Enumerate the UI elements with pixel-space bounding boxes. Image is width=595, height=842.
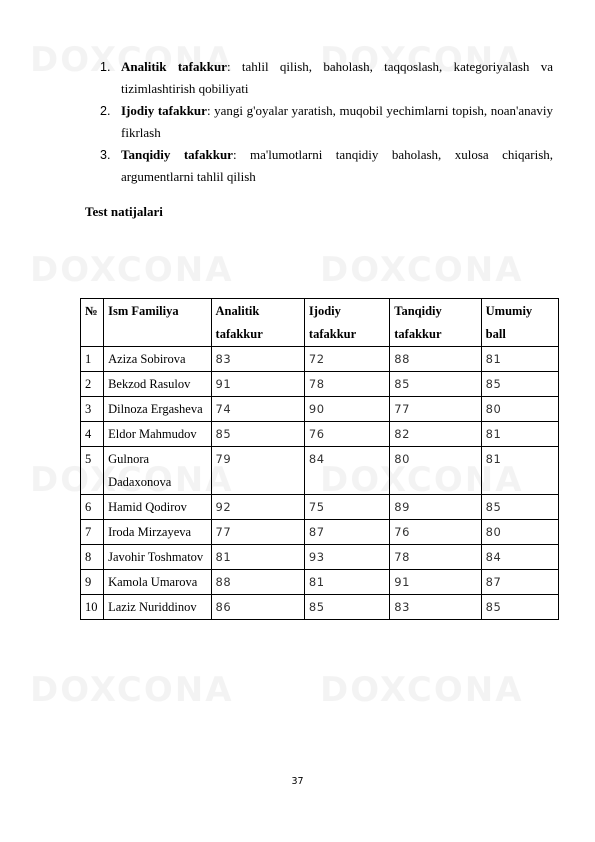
cell-creative: 72 [304, 347, 389, 372]
cell-number: 10 [81, 595, 104, 620]
table-row [81, 447, 559, 495]
cell-critical: 82 [390, 422, 481, 447]
cell-total: 81 [481, 347, 558, 372]
cell-analytic: 86 [211, 595, 304, 620]
cell-analytic: 91 [211, 372, 304, 397]
cell-critical: 80 [390, 447, 481, 495]
cell-total: 80 [481, 520, 558, 545]
cell-number: 2 [81, 372, 104, 397]
cell-critical: 77 [390, 397, 481, 422]
cell-total: 84 [481, 545, 558, 570]
cell-analytic: 74 [211, 397, 304, 422]
results-body [81, 347, 559, 620]
cell-name: Eldor Mahmudov [104, 422, 211, 447]
cell-total: 85 [481, 372, 558, 397]
cell-analytic: 85 [211, 422, 304, 447]
criteria-term: Ijodiy tafakkur [121, 103, 207, 118]
cell-name: Laziz Nuriddinov [104, 595, 211, 620]
cell-name: Aziza Sobirova [104, 347, 211, 372]
cell-name: Hamid Qodirov [104, 495, 211, 520]
header-critical: Tanqidiy tafakkur [390, 299, 481, 347]
cell-number: 5 [81, 447, 104, 495]
cell-creative: 75 [304, 495, 389, 520]
cell-creative: 78 [304, 372, 389, 397]
section-heading: Test natijalari [85, 204, 163, 219]
cell-name: Gulnora Dadaxonova [104, 447, 211, 495]
cell-critical: 91 [390, 570, 481, 595]
table-row [81, 495, 559, 520]
criteria-text: : ma'lumotlarni tanqidiy baholash, xulosa chiqarish, argumentlarni tahlil qilish [121, 147, 554, 184]
cell-number: 1 [81, 347, 104, 372]
table-header-row [81, 299, 559, 347]
cell-analytic: 77 [211, 520, 304, 545]
header-analytic: Analitik tafakkur [211, 299, 304, 347]
cell-critical: 78 [390, 545, 481, 570]
criteria-item [101, 56, 553, 100]
cell-number: 3 [81, 397, 104, 422]
watermark-text [30, 670, 234, 710]
results-table [80, 298, 559, 620]
cell-creative: 76 [304, 422, 389, 447]
cell-analytic: 88 [211, 570, 304, 595]
cell-critical: 88 [390, 347, 481, 372]
cell-number: 7 [81, 520, 104, 545]
cell-total: 87 [481, 570, 558, 595]
cell-creative: 85 [304, 595, 389, 620]
table-row [81, 545, 559, 570]
watermark-text [320, 670, 524, 710]
criteria-text: : tahlil qilish, baholash, taqqoslash, kategoriyalash va tizimlashtirish qobiliyati [121, 59, 553, 96]
header-total: Umumiy ball [481, 299, 558, 347]
criteria-item [101, 144, 553, 188]
cell-total: 81 [481, 447, 558, 495]
cell-analytic: 81 [211, 545, 304, 570]
cell-creative: 90 [304, 397, 389, 422]
criteria-number: 3. [100, 148, 111, 162]
criteria-term: Analitik tafakkur [121, 59, 227, 74]
watermark-text [30, 250, 234, 290]
header-creative: Ijodiy tafakkur [304, 299, 389, 347]
criteria-text: : yangi g'oyalar yaratish, muqobil yechimlarni topish, noan'anaviy fikrlash [121, 103, 553, 140]
cell-name: Kamola Umarova [104, 570, 211, 595]
cell-number: 6 [81, 495, 104, 520]
cell-critical: 89 [390, 495, 481, 520]
criteria-term: Tanqidiy tafakkur [121, 147, 233, 162]
cell-name: Iroda Mirzayeva [104, 520, 211, 545]
cell-analytic: 92 [211, 495, 304, 520]
cell-number: 9 [81, 570, 104, 595]
cell-creative: 81 [304, 570, 389, 595]
table-row [81, 570, 559, 595]
table-row [81, 595, 559, 620]
cell-name: Bekzod Rasulov [104, 372, 211, 397]
cell-name: Dilnoza Ergasheva [104, 397, 211, 422]
table-row [81, 347, 559, 372]
header-number: № [81, 299, 104, 347]
cell-critical: 85 [390, 372, 481, 397]
cell-number: 4 [81, 422, 104, 447]
header-name: Ism Familiya [104, 299, 211, 347]
criteria-list [101, 56, 553, 188]
criteria-number: 2. [100, 104, 111, 118]
cell-total: 81 [481, 422, 558, 447]
cell-name: Javohir Toshmatov [104, 545, 211, 570]
cell-total: 85 [481, 595, 558, 620]
cell-total: 80 [481, 397, 558, 422]
table-row [81, 397, 559, 422]
cell-critical: 83 [390, 595, 481, 620]
watermark-text [320, 250, 524, 290]
cell-number: 8 [81, 545, 104, 570]
cell-creative: 87 [304, 520, 389, 545]
table-row [81, 520, 559, 545]
cell-analytic: 83 [211, 347, 304, 372]
cell-creative: 84 [304, 447, 389, 495]
page-number: 37 [291, 776, 304, 787]
criteria-item [101, 100, 553, 144]
table-row [81, 422, 559, 447]
criteria-number: 1. [100, 60, 111, 74]
cell-creative: 93 [304, 545, 389, 570]
cell-critical: 76 [390, 520, 481, 545]
cell-analytic: 79 [211, 447, 304, 495]
cell-total: 85 [481, 495, 558, 520]
table-row [81, 372, 559, 397]
